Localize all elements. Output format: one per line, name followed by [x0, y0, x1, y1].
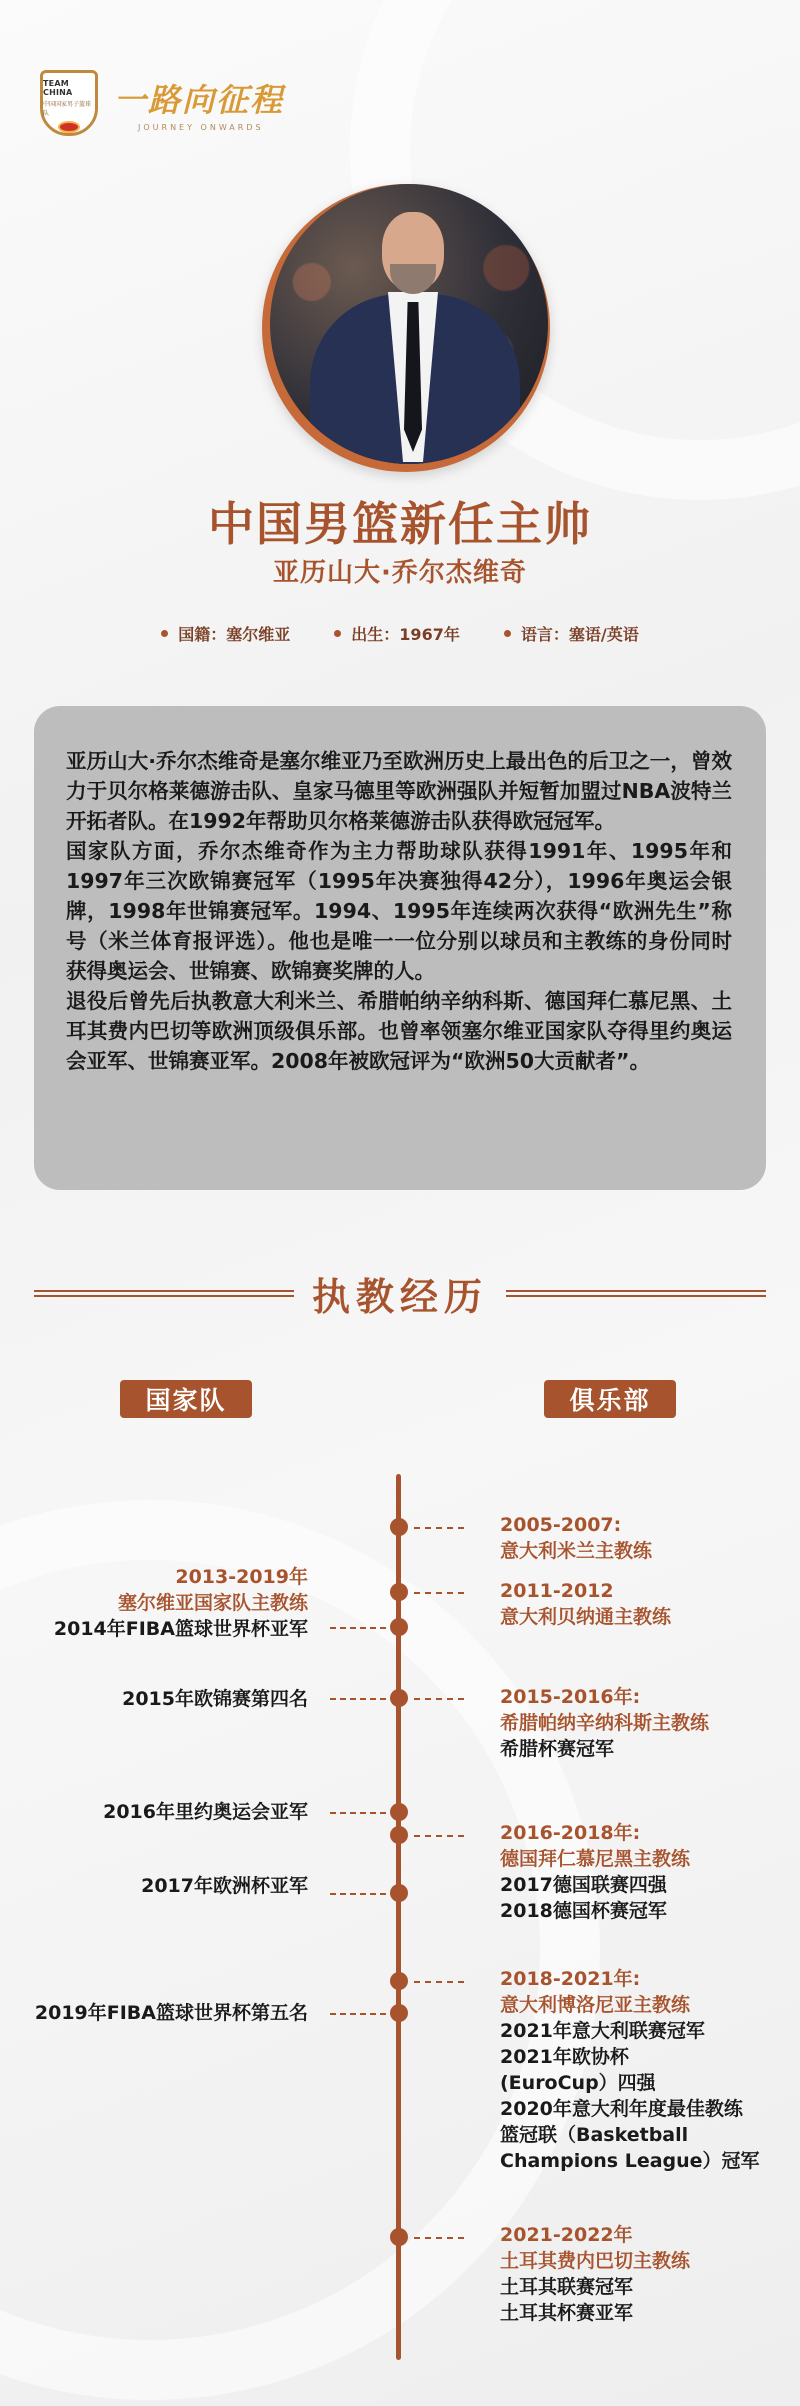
national-entry: 2016年里约奥运会亚军	[103, 1801, 308, 1823]
info-birth: 出生：1967年	[334, 622, 460, 645]
section-title: 执教经历	[311, 1275, 488, 1319]
coach-portrait	[270, 184, 548, 464]
timeline-node	[390, 2004, 408, 2022]
timeline-node	[390, 1618, 408, 1636]
bio-card	[34, 706, 766, 1190]
club-entry: 2005-2007: 意大利米兰主教练	[500, 1514, 653, 1562]
bio-paragraph: 退役后曾先后执教意大利米兰、希腊帕纳辛纳科斯、德国拜仁慕尼黑、土耳其费内巴切等欧洲顶级俱乐部。也曾率领塞尔维亚国家队夺得里约奥运会亚军、世锦赛亚军。2008年被欧冠评为“欧洲50大贡献者”。	[66, 989, 732, 1073]
header-logo	[40, 70, 284, 136]
bio-paragraph: 亚历山大·乔尔杰维奇是塞尔维亚乃至欧洲历史上最出色的后卫之一，曾效力于贝尔格莱德游击队、皇家马德里等欧洲强队并短暂加盟过NBA波特兰开拓者队。在1992年帮助贝尔格莱德游击队获得欧冠冠军。	[66, 749, 732, 833]
badge-text: TEAM CHINA	[43, 79, 73, 97]
timeline-connector	[414, 1592, 464, 1594]
timeline-connector	[414, 1835, 464, 1837]
timeline-connector	[414, 2237, 464, 2239]
timeline-node	[390, 2228, 408, 2246]
bio-paragraph: 国家队方面，乔尔杰维奇作为主力帮助球队获得1991年、1995年和1997年三次欧锦赛冠军（1995年决赛独得42分），1996年奥运会银牌，1998年世锦赛冠军。1994、1995年连续两次获得“欧洲先生”称号（米兰体育报评选）。他也是唯一一位分别以球员和主教练的身份同时获得奥运会、世锦赛、欧锦赛奖牌的人。	[66, 839, 732, 983]
timeline-node	[390, 1884, 408, 1902]
club-entry: 2018-2021年: 意大利博洛尼亚主教练 2021年意大利联赛冠军 2021年欧协杯 (EuroCup）四强 2020年意大利年度最佳教练 篮冠联（Basketball Champions League）冠军	[500, 1968, 760, 2172]
slogan-english: JOURNEY ONWARDS	[138, 122, 264, 132]
timeline-node	[390, 1583, 408, 1601]
timeline-connector	[330, 1627, 386, 1629]
slogan	[114, 75, 284, 132]
timeline-connector	[330, 2013, 386, 2015]
team-china-badge	[40, 70, 98, 136]
basketball-icon	[58, 121, 80, 133]
slogan-text: 一路向征程	[114, 80, 285, 119]
national-entry: 2019年FIBA篮球世界杯第五名	[34, 2002, 308, 2024]
national-team-label: 国家队	[120, 1380, 252, 1418]
timeline-node	[390, 1803, 408, 1821]
bullet-icon	[161, 630, 168, 637]
coach-info-row	[0, 622, 800, 645]
timeline-connector	[330, 1698, 386, 1700]
badge-subtext: 中国国家男子篮球队	[43, 101, 92, 117]
timeline-connector	[414, 1527, 464, 1529]
info-nationality: 国籍：塞尔维亚	[161, 622, 290, 645]
bullet-icon	[334, 630, 341, 637]
club-entry: 2015-2016年: 希腊帕纳辛纳科斯主教练 希腊杯赛冠军	[500, 1686, 710, 1760]
bullet-icon	[504, 630, 511, 637]
timeline-node	[390, 1972, 408, 1990]
timeline-connector	[414, 1698, 464, 1700]
club-entry: 2011-2012 意大利贝纳通主教练	[500, 1580, 672, 1628]
info-language: 语言：塞语/英语	[504, 622, 639, 645]
national-entry: 2013-2019年 塞尔维亚国家队主教练 2014年FIBA篮球世界杯亚军	[53, 1566, 308, 1640]
timeline-connector	[330, 1893, 386, 1895]
national-entry: 2015年欧锦赛第四名	[122, 1688, 308, 1710]
club-entry: 2021-2022年 土耳其费内巴切主教练 土耳其联赛冠军 土耳其杯赛亚军	[500, 2224, 691, 2324]
timeline-node	[390, 1689, 408, 1707]
coach-portrait-frame	[262, 184, 550, 472]
club-label: 俱乐部	[544, 1380, 676, 1418]
timeline-node	[390, 1518, 408, 1536]
timeline-node	[390, 1826, 408, 1844]
timeline-connector	[330, 1812, 386, 1814]
club-entry: 2016-2018年: 德国拜仁慕尼黑主教练 2017德国联赛四强 2018德国杯赛冠军	[500, 1822, 691, 1922]
national-entry: 2017年欧洲杯亚军	[141, 1875, 308, 1897]
page-title: 中国男篮新任主帅	[208, 497, 592, 551]
timeline-connector	[414, 1981, 464, 1983]
coach-name: 亚历山大·乔尔杰维奇	[273, 558, 527, 588]
